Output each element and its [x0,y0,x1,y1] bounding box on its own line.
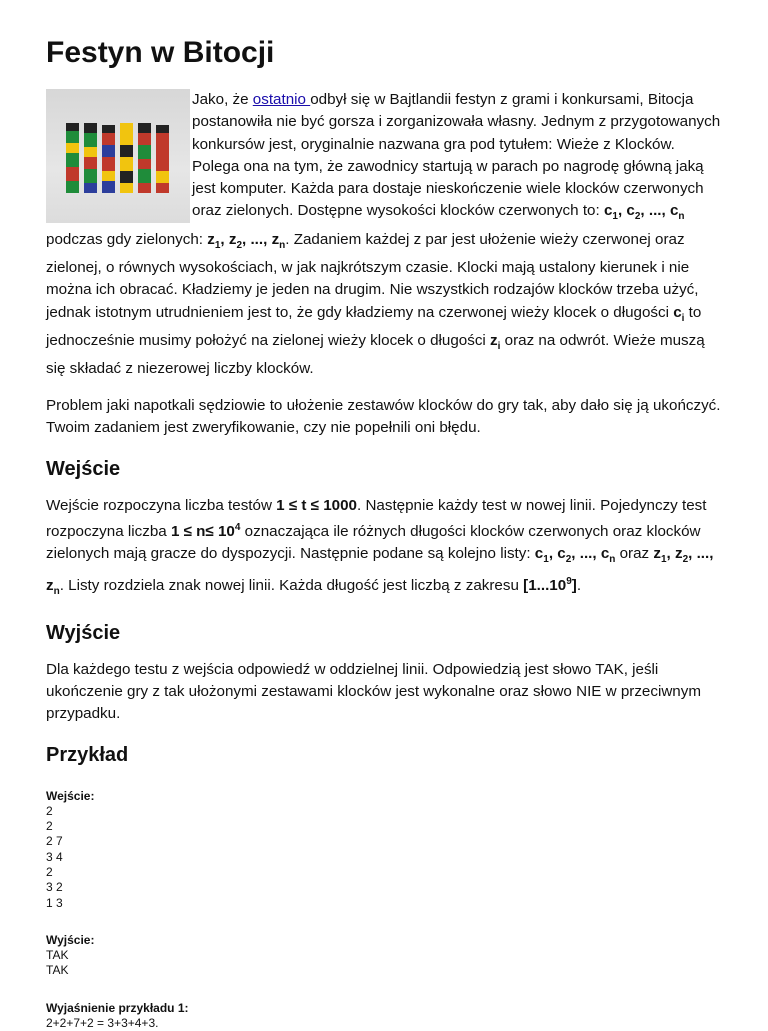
example-output-block [46,948,722,979]
input-heading: Wejście [46,457,121,480]
output-paragraph: Dla każdego testu z wejścia odpowiedź w oddzielnej linii. Odpowiedzią jest słowo TAK, jeśli ukończenie gry z tak ułożonymi zestawami klocków jest wykonalne oraz słowo NIE w przeciwnym przypadku. [46,660,701,722]
example-input-line: 3 4 [46,849,63,864]
tower-3 [102,125,115,193]
example-output-label: Wyjście: [46,932,95,947]
example-input-line: 2 [46,803,53,818]
example-output-line: TAK [46,963,69,978]
tower-5 [138,123,151,193]
example-input-label: Wejście: [46,788,95,803]
tower-4 [120,123,133,193]
example-input-line: 2 [46,819,53,834]
example-heading: Przykład [46,743,129,766]
input-paragraph: Wejście rozpoczyna liczba testów 1 ≤ t ≤ 1000. Następnie każdy test w nowej linii. Pojedynczy test rozpoczyna liczba $1 \le n\le 10^4$ oznaczająca ile różnych długości klocków czerwonych oraz klocków zielonych mają gracze do dyspozycji. Następnie podane są kolejno listy: $c_1$, $c_2$, ..., $c_n$ oraz $z_1$, $z_2$, ..., $z_n$. Listy rozdziela znak nowej linii. Każda długość jest liczbą z zakresu [1...10$^9$]. [46,496,714,597]
example-input-line: 1 3 [46,895,63,910]
intro-paragraph: Jako, że ostatnio odbył się w Bajtlandii festyn z grami i konkursami, Bitocja postanowiła nie być gorsza i zorganizowała własny. Jednym z przygotowanych konkursów jest, oryginalnie nazwana gra pod tytułem: Wieże z Klocków. Polega ona na tym, że zawodnicy startują w parach po nagrodę główną jaką jest komputer. Każda para dostaje nieskończenie wiele klocków czerwonych oraz zielonych. Dostępne wysokości klocków czerwonych to: $c_1$, $c_2$, ..., $c_n$ podczas gdy zielonych: $z_1$, $z_2$, ..., $z_n$. Zadaniem każdej z par jest ułożenie wieży czerwonej oraz zielonej, o równych wysokościach, w jak najkrótszym czasie. Klocki mają ustalony kierunek i nie można ich obracać. Kładziemy je jeden na drugim. Nie wszystkich rodzajów klocków trzeba użyć, jednak istotnym utrudnieniem jest to, że gdy kładziemy na czerwonej wieży klocek o długości $c_i$ to jednocześnie musimy położyć na zielonej wieży klocek o długości $z_i$ oraz na odwrót. Wieże muszą się składać z niezerowej liczby klocków. [46,91,721,378]
intro-section [46,89,722,381]
output-heading: Wyjście [46,621,121,644]
example-input-line: 2 [46,865,53,880]
tower-6 [156,125,169,193]
example-input-block [46,804,722,911]
ostatnio-link[interactable]: ostatnio [252,91,311,108]
problem-paragraph: Problem jaki napotkali sędziowie to ułożenie zestawów klocków do gry tak, aby dało się ją ukończyć. Twoim zadaniem jest zweryfikowanie, czy nie popełnili oni błędu. [46,396,721,436]
example-input-line: 2 7 [46,834,63,849]
page-title: Festyn w Bitocji [46,36,275,69]
example-explain-line: 2+2+7+2 = 3+3+4+3. [46,1015,159,1030]
tower-1 [66,123,79,193]
example-input-line: 3 2 [46,880,63,895]
example-output-line: TAK [46,947,69,962]
lego-towers-image [46,89,190,223]
tower-2 [84,123,97,193]
example-explain-label: Wyjaśnienie przykładu 1: [46,1000,189,1015]
